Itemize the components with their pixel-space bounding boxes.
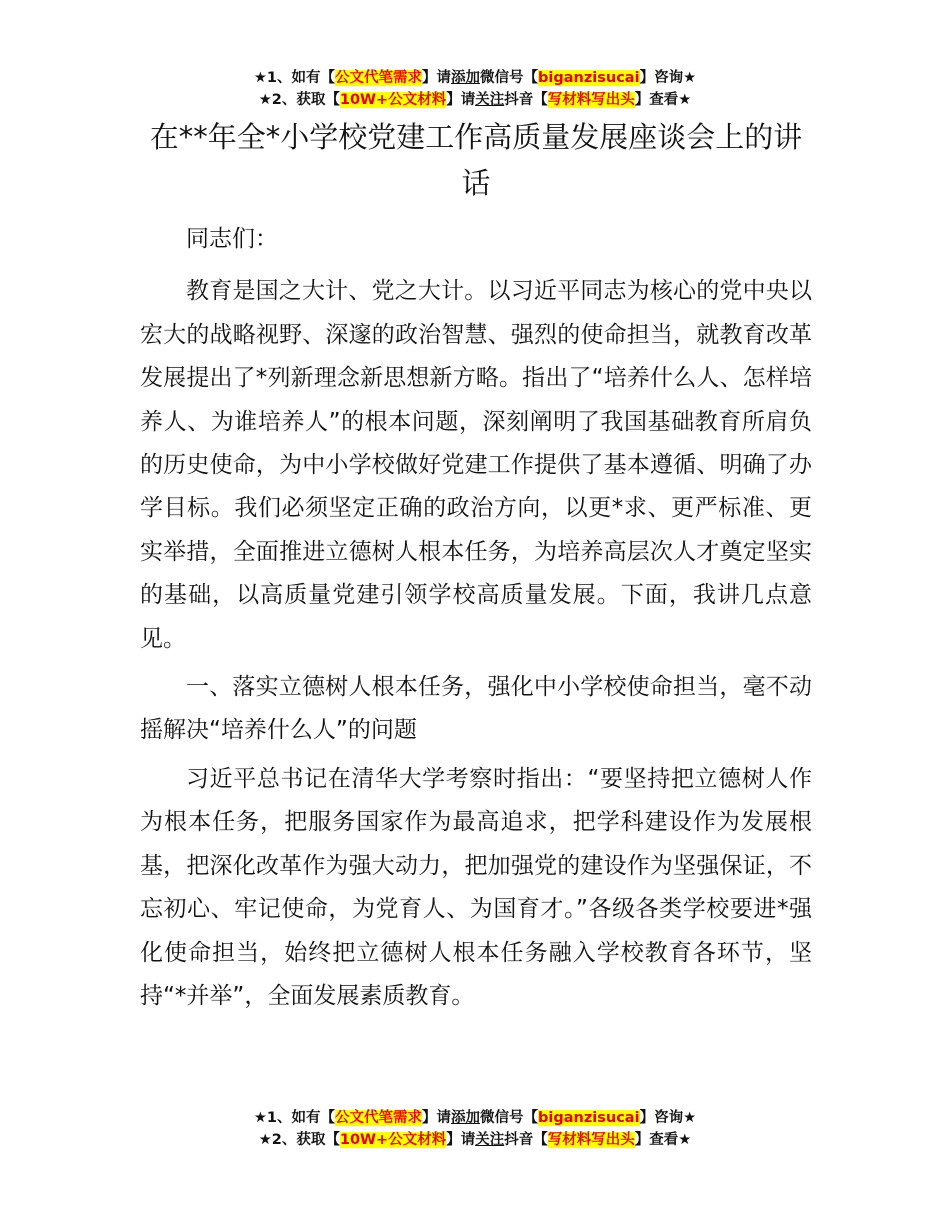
banner-line-2 bbox=[0, 1129, 950, 1151]
banner-text: 】咨询★ bbox=[639, 70, 697, 86]
banner-text: ★2、获取【 bbox=[258, 92, 340, 108]
highlight-text: 写材料写出头 bbox=[547, 92, 635, 108]
underlined-text: 添加 bbox=[451, 1110, 481, 1126]
banner-line-1 bbox=[0, 67, 950, 89]
banner-text: 】请 bbox=[446, 92, 476, 108]
highlight-text: 公文代笔需求 bbox=[335, 70, 423, 86]
footer-banner bbox=[0, 1107, 950, 1151]
banner-text: ★1、如有【 bbox=[253, 1110, 336, 1126]
body-paragraph: 教育是国之大计、党之大计。以习近平同志为核心的党中央以宏大的战略视野、深邃的政治智慧、强烈的使命担当，就教育改革发展提出了*列新理念新思想新方略。指出了“培养什么人、怎样培养人、为谁培养人”的根本问题，深刻阐明了我国基础教育所肩负的历史使命，为中小学校做好党建工作提供了基本遵循、明确了办学目标。我们必须坚定正确的政治方向，以更*求、更严标准、更实举措，全面推进立德树人根本任务，为培养高层次人才奠定坚实的基础，以高质量党建引领学校高质量发展。下面，我讲几点意见。 bbox=[140, 278, 812, 652]
document-body bbox=[140, 218, 812, 1023]
salutation: 同志们： bbox=[186, 226, 278, 252]
banner-text: ★1、如有【 bbox=[253, 70, 336, 86]
highlight-text: 10W+公文材料 bbox=[339, 92, 447, 108]
banner-text: 抖音【 bbox=[504, 92, 548, 108]
section-heading: 一、落实立德树人根本任务，强化中小学校使命担当，毫不动摇解决“培养什么人”的问题 bbox=[140, 674, 812, 744]
banner-text: ★2、获取【 bbox=[258, 1132, 340, 1148]
body-paragraph: 习近平总书记在清华大学考察时指出：“要坚持把立德树人作为根本任务，把服务国家作为最高追求，把学科建设作为发展根基，把深化改革作为强大动力，把加强党的建设作为坚强保证，不忘初心、牢记使命，为党育人、为国育才。”各级各类学校要进*强化使命担当，始终把立德树人根本任务融入学校教育各环节，坚持“*并举”，全面发展素质教育。 bbox=[140, 765, 812, 1009]
banner-text: 】请 bbox=[446, 1132, 476, 1148]
highlight-text: 公文代笔需求 bbox=[335, 1110, 423, 1126]
highlight-text: biganzisucai bbox=[538, 1110, 640, 1126]
banner-text: 】咨询★ bbox=[639, 1110, 697, 1126]
highlight-text: 写材料写出头 bbox=[547, 1132, 635, 1148]
underlined-text: 添加 bbox=[451, 70, 481, 86]
banner-text: 抖音【 bbox=[504, 1132, 548, 1148]
highlight-text: 10W+公文材料 bbox=[339, 1132, 447, 1148]
banner-text: 】请 bbox=[422, 70, 452, 86]
underlined-text: 关注 bbox=[475, 1132, 505, 1148]
highlight-text: biganzisucai bbox=[538, 70, 640, 86]
banner-text: 微信号【 bbox=[480, 1110, 539, 1126]
banner-line-1 bbox=[0, 1107, 950, 1129]
banner-text: 】查看★ bbox=[634, 92, 692, 108]
banner-text: 】查看★ bbox=[634, 1132, 692, 1148]
document-title: 在**年全*小学校党建工作高质量发展座谈会上的讲话 bbox=[149, 120, 803, 200]
banner-text: 】请 bbox=[422, 1110, 452, 1126]
banner-line-2 bbox=[0, 89, 950, 111]
underlined-text: 关注 bbox=[475, 92, 505, 108]
header-banner bbox=[0, 67, 950, 111]
banner-text: 微信号【 bbox=[480, 70, 539, 86]
